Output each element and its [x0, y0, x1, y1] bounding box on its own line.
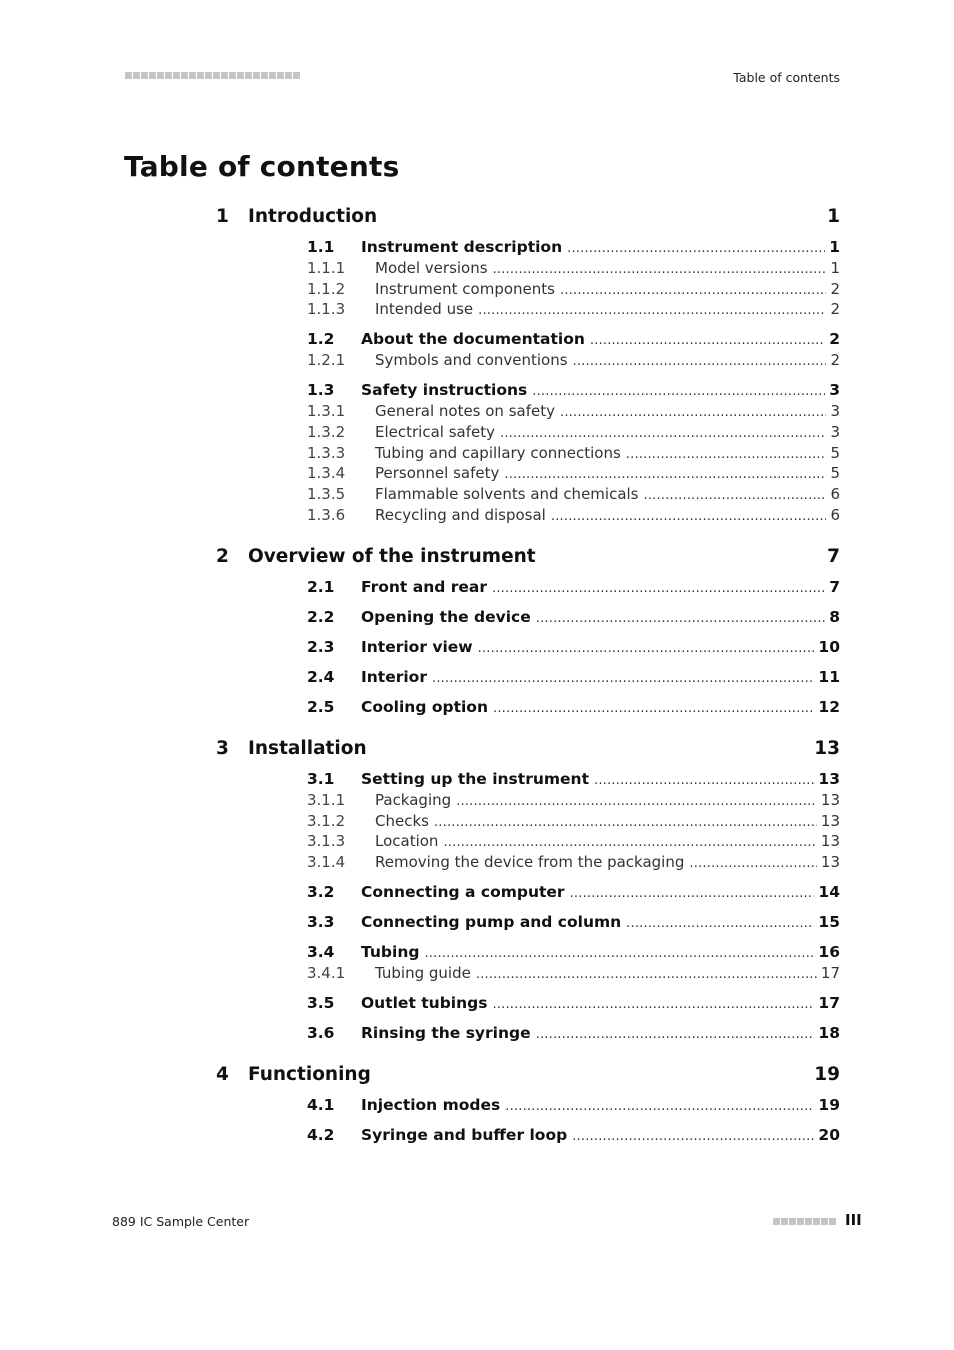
dot-leader [594, 770, 814, 788]
toc-entry-title: Cooling option [361, 698, 488, 716]
dot-leader [476, 964, 817, 982]
toc-entry-page: 20 [818, 1126, 840, 1144]
toc-entry-title: Tubing and capillary connections [375, 443, 621, 462]
toc-entry-1-3[interactable] [307, 381, 840, 399]
toc-entry-page: 2 [830, 279, 840, 298]
toc-entry-page: 8 [829, 608, 840, 626]
toc-entry-title: Removing the device from the packaging [375, 853, 685, 872]
toc-entry-title: Intended use [375, 300, 474, 319]
toc-entry-number: 1.1.1 [307, 258, 346, 277]
toc-entry-page: 19 [814, 1064, 840, 1085]
toc-entry-number: 1.3.3 [307, 443, 346, 462]
toc-entry-3-1-4[interactable] [307, 853, 840, 871]
dot-leader [432, 668, 814, 686]
toc-entry-number: 1.3.4 [307, 464, 346, 483]
toc-entry-title: Model versions [375, 258, 488, 277]
toc-entry-page: 3 [830, 422, 840, 441]
toc-entry-number: 3.1.2 [307, 811, 346, 830]
toc-entry-1-3-4[interactable] [307, 464, 840, 482]
toc-entry-number: 3.1.1 [307, 790, 346, 809]
toc-entry-title: Syringe and buffer loop [361, 1126, 568, 1144]
toc-entry-title: Functioning [248, 1064, 371, 1085]
toc-entry-2[interactable] [216, 546, 840, 567]
toc-entry-4-1[interactable] [307, 1096, 840, 1114]
toc-entry-3-1[interactable] [307, 770, 840, 788]
toc-entry-page: 3 [829, 381, 840, 400]
dot-leader [590, 330, 825, 348]
toc-entry-number: 1.3.2 [307, 422, 346, 441]
toc-entry-number: 2.1 [307, 578, 335, 596]
toc-entry-page: 2 [829, 330, 840, 349]
toc-entry-number: 1.1 [307, 238, 335, 256]
toc-entry-1-3-1[interactable] [307, 402, 840, 420]
dot-leader [626, 444, 827, 462]
toc-entry-number: 2.5 [307, 698, 335, 716]
dot-leader [500, 423, 826, 441]
toc-entry-3-4[interactable] [307, 943, 840, 961]
toc-entry-2-3[interactable] [307, 638, 840, 656]
dot-leader [424, 943, 814, 961]
toc-entry-number: 2.2 [307, 608, 335, 626]
dot-leader [478, 638, 815, 656]
toc-entry-1-1-2[interactable] [307, 280, 840, 298]
toc-entry-title: Instrument description [361, 238, 563, 256]
dot-leader [492, 578, 825, 596]
toc-entry-number: 4.1 [307, 1096, 335, 1114]
toc-entry-3-2[interactable] [307, 883, 840, 901]
dot-leader [572, 1126, 814, 1144]
toc-entry-page: 17 [820, 964, 840, 982]
toc-entry-number: 1 [216, 206, 229, 227]
dot-leader [570, 883, 815, 901]
toc-entry-1-1[interactable] [307, 238, 840, 256]
toc-entry-title: Flammable solvents and chemicals [375, 485, 639, 504]
toc-entry-number: 2.3 [307, 638, 335, 656]
dot-leader [567, 238, 825, 256]
toc-entry-title: Checks [375, 811, 429, 830]
dot-leader [493, 259, 827, 277]
toc-entry-page: 19 [818, 1096, 840, 1114]
toc-entry-1-3-6[interactable] [307, 506, 840, 524]
dot-leader [536, 1024, 815, 1042]
toc-entry-page: 13 [820, 811, 840, 830]
toc-entry-2-4[interactable] [307, 668, 840, 686]
toc-entry-3-6[interactable] [307, 1024, 840, 1042]
toc-entry-title: About the documentation [361, 330, 585, 349]
toc-entry-number: 3.3 [307, 913, 335, 932]
toc-entry-number: 1.3.5 [307, 485, 346, 504]
toc-entry-title: Electrical safety [375, 422, 495, 441]
dot-leader [573, 351, 827, 369]
toc-entry-page: 13 [820, 853, 840, 872]
toc-entry-3-5[interactable] [307, 994, 840, 1012]
toc-entry-1-1-3[interactable] [307, 300, 840, 318]
toc-entry-page: 13 [818, 770, 840, 788]
dot-leader [626, 913, 814, 931]
dot-leader [492, 994, 814, 1012]
toc-entry-title: Interior [361, 668, 427, 686]
toc-entry-title: Rinsing the syringe [361, 1024, 531, 1042]
running-header: Table of contents [733, 70, 840, 85]
toc-entry-number: 1.3 [307, 381, 335, 400]
dot-leader [560, 280, 826, 298]
toc-entry-2-5[interactable] [307, 698, 840, 716]
toc-entry-title: Packaging [375, 790, 452, 809]
toc-entry-1-2-1[interactable] [307, 351, 840, 369]
toc-entry-4[interactable] [216, 1064, 840, 1085]
toc-entry-page: 11 [818, 668, 840, 686]
toc-entry-title: Recycling and disposal [375, 506, 546, 524]
toc-entry-1-3-3[interactable] [307, 444, 840, 462]
toc-entry-number: 1.1.2 [307, 279, 346, 298]
toc-entry-title: Outlet tubings [361, 994, 488, 1012]
dot-leader [505, 1096, 814, 1114]
toc-entry-2-1[interactable] [307, 578, 840, 596]
dot-leader [443, 832, 816, 850]
toc-entry-title: Safety instructions [361, 381, 528, 400]
toc-entry-title: Setting up the instrument [361, 770, 589, 788]
page-number: III [845, 1211, 862, 1229]
toc-entry-title: Connecting pump and column [361, 913, 622, 932]
toc-entry-page: 13 [814, 738, 840, 759]
toc-entry-title: Personnel safety [375, 464, 500, 483]
toc-entry-page: 12 [818, 698, 840, 716]
toc-entry-title: Front and rear [361, 578, 487, 596]
footer-decoration [773, 1218, 836, 1225]
toc-entry-number: 3.2 [307, 883, 335, 902]
toc-entry-page: 5 [830, 464, 840, 483]
toc-entry-page: 1 [829, 238, 840, 256]
toc-entry-page: 18 [818, 1024, 840, 1042]
dot-leader [532, 381, 825, 399]
toc-entry-number: 3 [216, 738, 229, 759]
dot-leader [478, 300, 826, 318]
dot-leader [504, 464, 826, 482]
toc-entry-title: Tubing guide [375, 964, 471, 982]
toc-entry-page: 3 [830, 402, 840, 420]
toc-entry-number: 1.3.6 [307, 506, 346, 524]
toc-entry-3-1-1[interactable] [307, 791, 840, 809]
page-title: Table of contents [124, 150, 400, 183]
dot-leader [493, 698, 814, 716]
toc-entry-number: 3.1.3 [307, 832, 346, 851]
toc-entry-title: Opening the device [361, 608, 531, 626]
toc-entry-number: 3.5 [307, 994, 335, 1012]
dot-leader [536, 608, 825, 626]
toc-entry-number: 1.3.1 [307, 402, 346, 420]
toc-entry-number: 3.6 [307, 1024, 335, 1042]
toc-entry-page: 15 [818, 913, 840, 932]
toc-entry-1-2[interactable] [307, 330, 840, 348]
toc-entry-title: Introduction [248, 206, 378, 227]
toc-entry-page: 2 [830, 351, 840, 370]
toc-entry-2-2[interactable] [307, 608, 840, 626]
dot-leader [434, 812, 817, 830]
toc-entry-page: 7 [829, 578, 840, 596]
toc-entry-3[interactable] [216, 738, 840, 759]
toc-entry-title: Installation [248, 738, 367, 759]
toc-entry-3-1-3[interactable] [307, 832, 840, 850]
toc-entry-number: 1.2 [307, 330, 335, 349]
dot-leader [644, 485, 827, 503]
toc-entry-page: 16 [818, 943, 840, 962]
dot-leader [689, 853, 817, 871]
dot-leader [551, 506, 827, 524]
toc-entry-page: 10 [818, 638, 840, 656]
toc-entry-number: 3.4.1 [307, 964, 346, 982]
toc-entry-3-4-1[interactable] [307, 964, 840, 982]
toc-entry-1-3-2[interactable] [307, 423, 840, 441]
toc-entry-page: 13 [820, 790, 840, 809]
toc-entry-4-2[interactable] [307, 1126, 840, 1144]
toc-entry-title: Overview of the instrument [248, 546, 536, 567]
toc-entry-page: 2 [830, 300, 840, 319]
toc-entry-1[interactable] [216, 206, 840, 227]
toc-entry-title: Location [375, 832, 439, 851]
toc-entry-title: Instrument components [375, 279, 555, 298]
toc-entry-title: Symbols and conventions [375, 351, 568, 370]
toc-entry-number: 1.2.1 [307, 351, 346, 370]
toc-entry-page: 14 [818, 883, 840, 902]
toc-entry-page: 1 [827, 206, 840, 227]
toc-entry-page: 6 [830, 506, 840, 524]
toc-entry-number: 1.1.3 [307, 300, 346, 319]
toc-entry-number: 3.1 [307, 770, 335, 788]
toc-entry-page: 1 [830, 258, 840, 277]
toc-entry-title: General notes on safety [375, 402, 555, 420]
toc-entry-3-3[interactable] [307, 913, 840, 931]
footer-product-name: 889 IC Sample Center [112, 1214, 250, 1229]
toc-entry-page: 7 [827, 546, 840, 567]
header-decoration [125, 72, 300, 79]
dot-leader [560, 402, 826, 420]
toc-entry-number: 2.4 [307, 668, 335, 686]
toc-entry-number: 4 [216, 1064, 229, 1085]
toc-entry-title: Injection modes [361, 1096, 501, 1114]
toc-entry-number: 4.2 [307, 1126, 335, 1144]
toc-entry-number: 2 [216, 546, 229, 567]
toc-entry-title: Interior view [361, 638, 473, 656]
toc-entry-title: Tubing [361, 943, 420, 962]
toc-entry-page: 6 [830, 485, 840, 504]
toc-entry-title: Connecting a computer [361, 883, 565, 902]
dot-leader [456, 791, 817, 809]
toc-entry-page: 17 [818, 994, 840, 1012]
toc-entry-3-1-2[interactable] [307, 812, 840, 830]
toc-entry-number: 3.1.4 [307, 853, 346, 872]
toc-entry-1-1-1[interactable] [307, 259, 840, 277]
toc-entry-page: 5 [830, 443, 840, 462]
toc-entry-number: 3.4 [307, 943, 335, 962]
toc-entry-page: 13 [820, 832, 840, 851]
toc-entry-1-3-5[interactable] [307, 485, 840, 503]
